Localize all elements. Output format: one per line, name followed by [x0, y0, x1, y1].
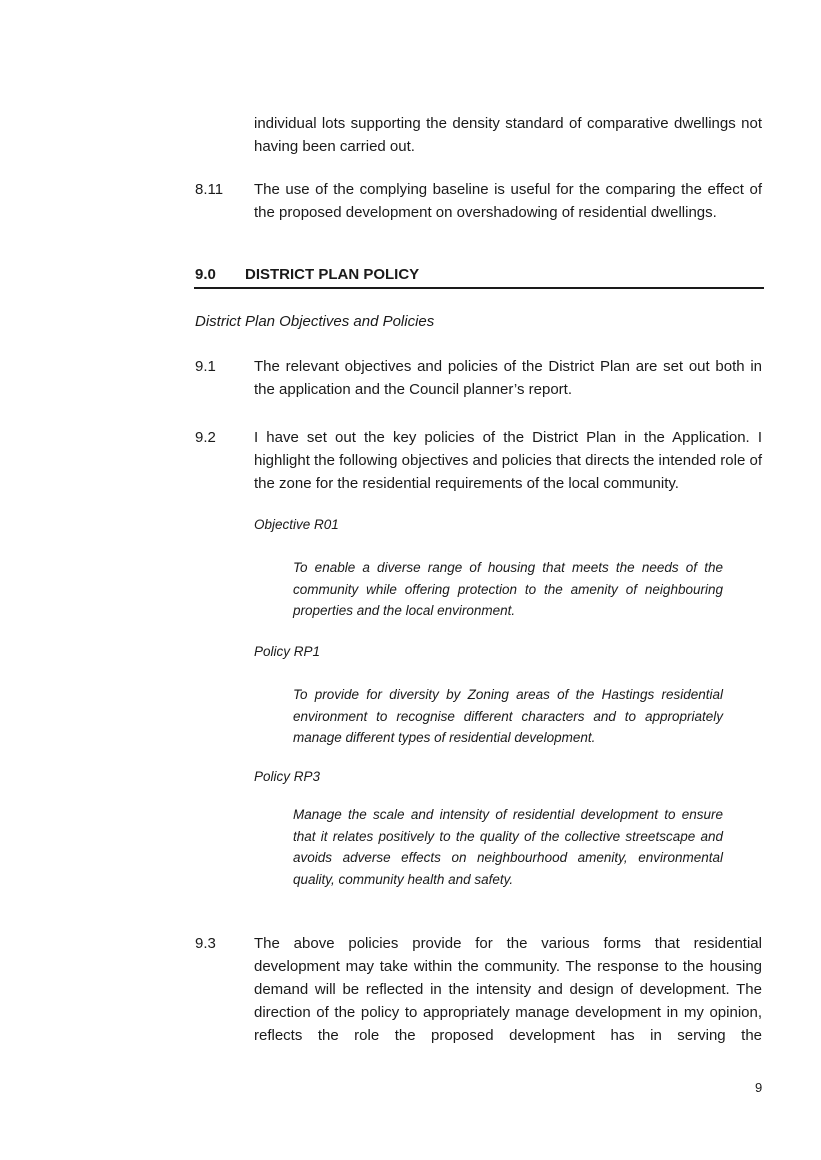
- paragraph-number-8-11: 8.11: [195, 181, 224, 198]
- page-number: 9: [755, 1080, 763, 1095]
- section-divider: [194, 287, 764, 289]
- paragraph-8-11: The use of the complying baseline is useful for the comparing the effect of the proposed development on overshadowing of residential dwellings.: [254, 181, 762, 221]
- subheading: District Plan Objectives and Policies: [195, 313, 435, 330]
- policy-rp3-text: Manage the scale and intensity of residential development to ensure that it relates positively to the quality of the collective streetscape and avoids adverse effects on neighbourhood amenity, environmental quality, community health and safety.: [293, 807, 723, 887]
- paragraph-number-9-2: 9.2: [195, 429, 216, 446]
- paragraph-number-9-3: 9.3: [195, 935, 216, 952]
- paragraph-9-2: I have set out the key policies of the District Plan in the Application. I highlight the following objectives and policies that directs the intended role of the zone for the residential requirements of the local community.: [254, 429, 762, 492]
- paragraph-9-3: The above policies provide for the various forms that residential development may take within the community. The response to the housing demand will be reflected in the intensity and design of development. The direction of the policy to appropriately manage development in my opinion, reflects the role the proposed development has in serving the: [254, 935, 762, 1044]
- policy-rp1-label: Policy RP1: [254, 644, 321, 659]
- continuation-paragraph: individual lots supporting the density standard of comparative dwellings not having been carried out.: [254, 115, 762, 155]
- objective-r01-text: To enable a diverse range of housing that meets the needs of the community while offering protection to the amenity of neighbouring properties and the local environment.: [293, 560, 723, 618]
- section-title: DISTRICT PLAN POLICY: [245, 266, 420, 283]
- objective-r01-label: Objective R01: [254, 517, 339, 532]
- section-number: 9.0: [195, 266, 216, 283]
- policy-rp1-text: To provide for diversity by Zoning areas of the Hastings residential environment to recognise different characters and to appropriately manage different types of residential development.: [293, 687, 723, 745]
- policy-rp3-label: Policy RP3: [254, 769, 321, 784]
- paragraph-9-1: The relevant objectives and policies of the District Plan are set out both in the application and the Council planner’s report.: [254, 358, 762, 398]
- paragraph-number-9-1: 9.1: [195, 358, 216, 375]
